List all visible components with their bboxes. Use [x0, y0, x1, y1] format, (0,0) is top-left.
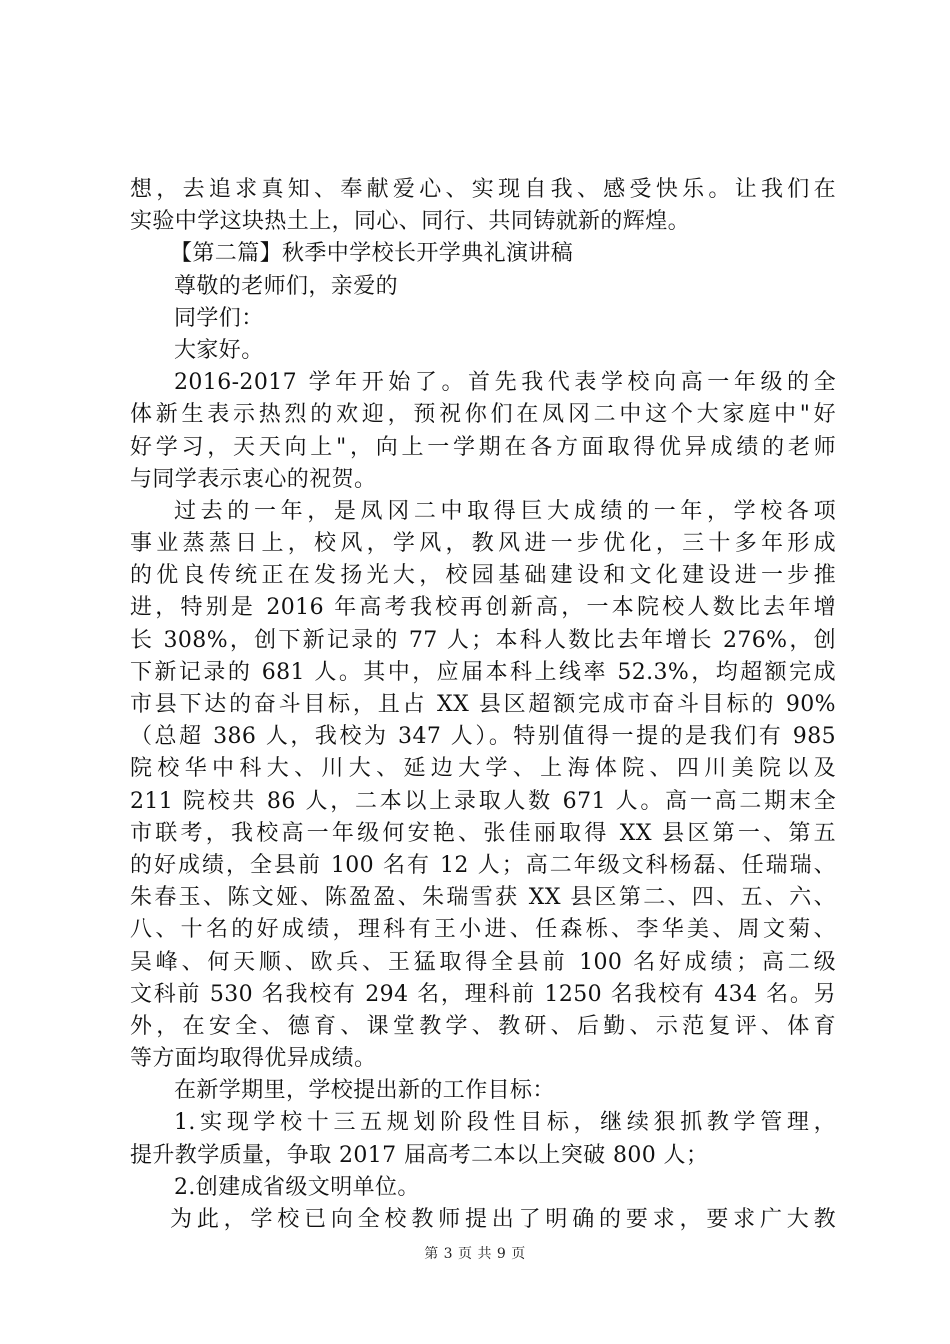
text-line: 体新生表示热烈的欢迎，预祝你们在凤冈二中这个大家庭中"好 — [130, 402, 836, 428]
text-line: 市联考，我校高一年级何安艳、张佳丽取得 XX 县区第一、第五 — [130, 820, 836, 846]
text-line: （总超 386 人，我校为 347 人）。特别值得一提的是我们有 985 — [130, 724, 836, 750]
text-line: 进，特别是 2016 年高考我校再创新高，一本院校人数比去年增 — [130, 595, 836, 621]
text-line: 文科前 530 名我校有 294 名，理科前 1250 名我校有 434 名。另 — [130, 981, 836, 1007]
text-line: 过去的一年，是凤冈二中取得巨大成绩的一年，学校各项 — [174, 498, 836, 524]
text-line: 在新学期里，学校提出新的工作目标： — [174, 1078, 555, 1104]
text-line: 市县下达的奋斗目标，且占 XX 县区超额完成市奋斗目标的 90% — [130, 692, 836, 717]
text-line: 吴峰、何天顺、欧兵、王猛取得全县前 100 名好成绩；高二级 — [130, 949, 836, 975]
text-line: 八、十名的好成绩，理科有王小进、任森栎、李华美、周文菊、 — [130, 917, 836, 943]
greeting: 大家好。 — [174, 337, 264, 363]
section-heading: 【第二篇】秋季中学校长开学典礼演讲稿 — [170, 241, 574, 267]
text-line: 下新记录的 681 人。其中，应届本科上线率 52.3%，均超额完成 — [130, 659, 836, 685]
text-line: 外，在安全、德育、课堂教学、教研、后勤、示范复评、体育 — [130, 1013, 836, 1039]
salutation: 同学们： — [174, 305, 264, 331]
text-line: 好学习，天天向上"，向上一学期在各方面取得优异成绩的老师 — [130, 434, 836, 460]
page-number-footer: 第 3 页 共 9 页 — [424, 1246, 526, 1262]
text-line: 为此，学校已向全校教师提出了明确的要求，要求广大教 — [170, 1207, 836, 1232]
text-line: 与同学表示衷心的祝贺。 — [130, 466, 377, 492]
list-item: 1.实现学校十三五规划阶段性目标，继续狠抓教学管理， — [174, 1110, 836, 1136]
list-item: 2.创建成省级文明单位。 — [174, 1174, 420, 1200]
text-line: 的好成绩，全县前 100 名有 12 人；高二年级文科杨磊、任瑞瑞、 — [130, 852, 836, 878]
salutation: 尊敬的老师们，亲爱的 — [174, 273, 399, 299]
text-line: 想，去追求真知、奉献爱心、实现自我、感受快乐。让我们在 — [130, 177, 836, 202]
text-line: 211 院校共 86 人，二本以上录取人数 671 人。高一高二期末全 — [130, 788, 836, 814]
text-line: 2016-2017 学年开始了。首先我代表学校向高一年级的全 — [174, 370, 836, 396]
text-line: 事业蒸蒸日上，校风，学风，教风进一步优化，三十多年形成 — [130, 531, 836, 557]
text-line: 院校华中科大、川大、延边大学、上海体院、四川美院以及 — [130, 756, 836, 782]
text-line: 长 308%，创下新记录的 77 人；本科人数比去年增长 276%，创 — [130, 627, 836, 653]
body-text — [130, 174, 836, 1236]
text-line: 等方面均取得优异成绩。 — [130, 1046, 377, 1072]
text-line: 实验中学这块热土上，同心、同行、共同铸就新的辉煌。 — [130, 209, 691, 235]
text-line: 的优良传统正在发扬光大，校园基础建设和文化建设进一步推 — [130, 563, 836, 589]
text-line: 朱春玉、陈文娅、陈盈盈、朱瑞雪获 XX 县区第二、四、五、六、 — [130, 885, 836, 911]
list-item-continuation: 提升教学质量，争取 2017 届高考二本以上突破 800 人； — [130, 1142, 709, 1168]
